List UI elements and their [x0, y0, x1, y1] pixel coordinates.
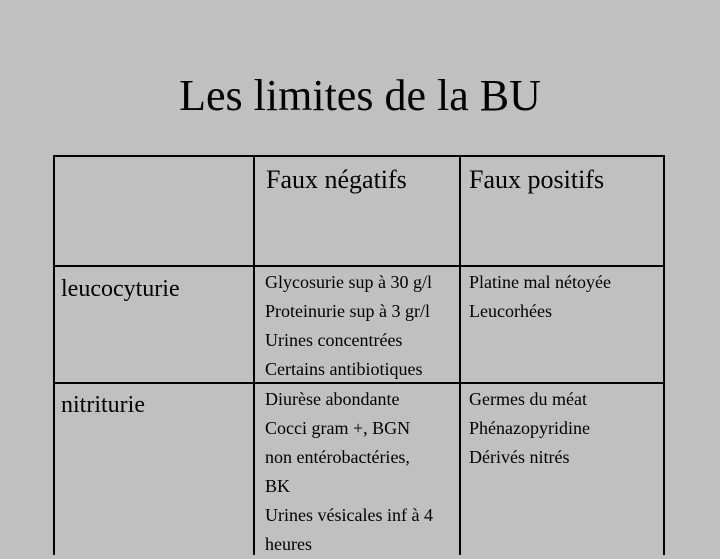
- nitriturie-faux-positifs: [469, 385, 590, 472]
- slide-title: Les limites de la BU: [179, 71, 541, 120]
- row-label-nitriturie: nitriturie: [61, 392, 145, 418]
- list-item: Urines vésicales inf à 4: [265, 505, 433, 525]
- header-faux-negatifs: Faux négatifs: [266, 165, 407, 194]
- list-item: Dérivés nitrés: [469, 447, 570, 467]
- list-item: heures: [265, 534, 312, 554]
- leucocyturie-faux-positifs: [469, 268, 611, 326]
- list-item: Germes du méat: [469, 389, 587, 409]
- leucocyturie-faux-negatifs: [265, 268, 432, 384]
- row-divider-1: [55, 265, 663, 267]
- limits-table: [53, 155, 665, 555]
- list-item: BK: [265, 476, 291, 496]
- list-item: Diurèse abondante: [265, 389, 400, 409]
- header-faux-positifs: Faux positifs: [469, 165, 605, 194]
- list-item: Proteinurie sup à 3 gr/l: [265, 301, 430, 321]
- column-divider-1: [253, 157, 255, 555]
- list-item: Phénazopyridine: [469, 418, 590, 438]
- nitriturie-faux-negatifs: [265, 385, 433, 559]
- list-item: Certains antibiotiques: [265, 359, 423, 379]
- list-item: Glycosurie sup à 30 g/l: [265, 272, 432, 292]
- list-item: Cocci gram +, BGN: [265, 418, 411, 438]
- list-item: non entérobactéries,: [265, 447, 410, 467]
- list-item: Leucorhées: [469, 301, 552, 321]
- list-item: Platine mal nétoyée: [469, 272, 611, 292]
- column-divider-2: [459, 157, 461, 555]
- list-item: Urines concentrées: [265, 330, 403, 350]
- row-label-leucocyturie: leucocyturie: [61, 276, 180, 302]
